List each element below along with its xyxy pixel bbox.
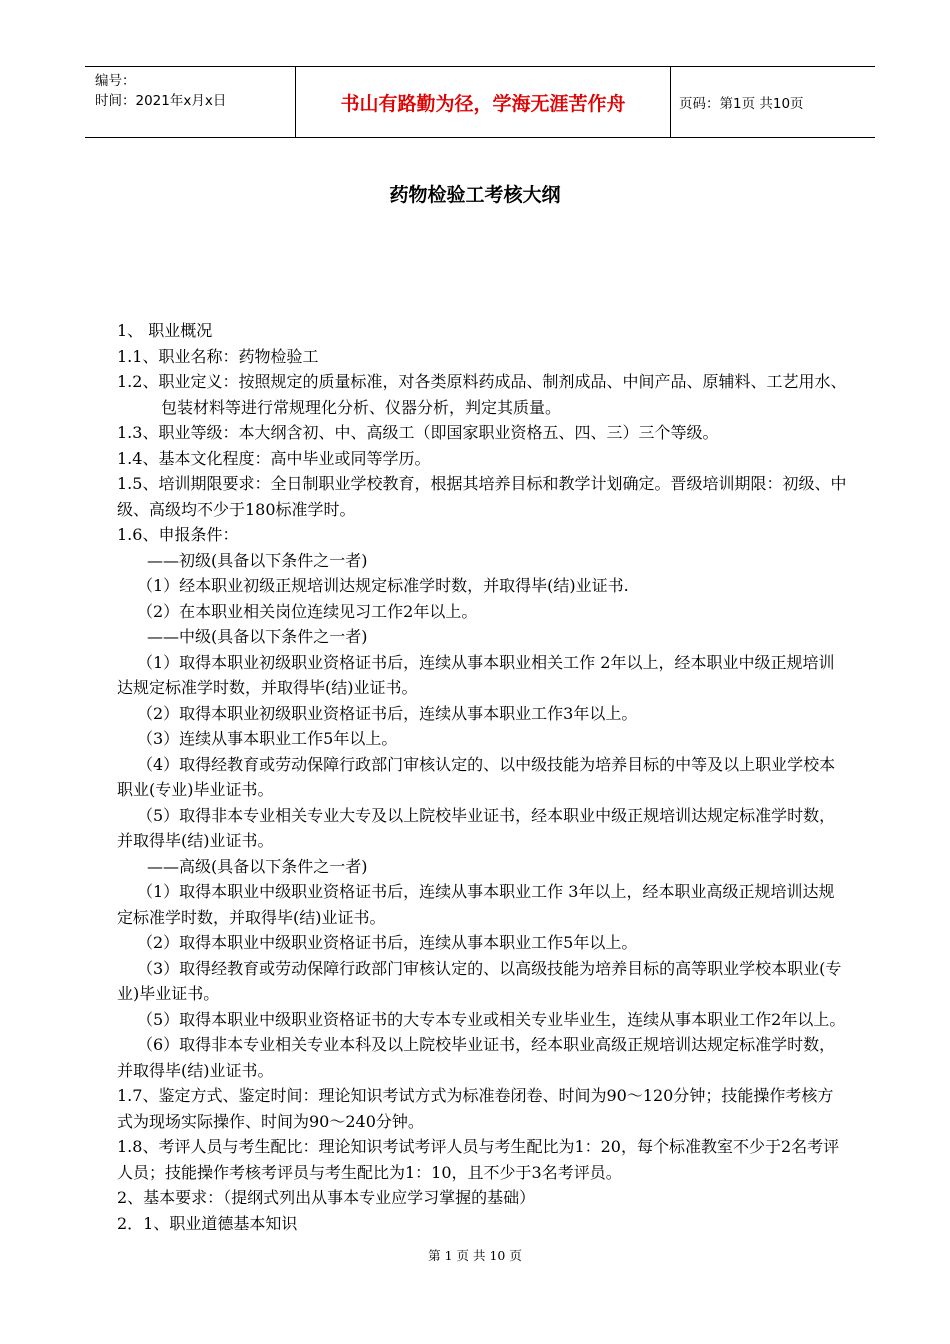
paragraph: 1.8、考评人员与考生配比：理论知识考试考评人员与考生配比为1：20，每个标准教室不少于2名考评人员；技能操作考核考评员与考生配比为1：10，且不少于3名考评员。 [117, 1137, 840, 1182]
section-heading: 1、 职业概况 [117, 321, 213, 340]
paragraph: 1.2、职业定义：按照规定的质量标准，对各类原料药成品、制剂成品、中间产品、原辅料、工艺用水、包装材料等进行常规理化分析、仪器分析，判定其质量。 [117, 372, 847, 417]
header-meta [85, 67, 296, 137]
list-item: （1）经本职业初级正规培训达规定标准学时数，并取得毕(结)业证书. [137, 576, 629, 595]
level-heading: ——中级(具备以下条件之一者) [147, 627, 368, 646]
page-footer: 第 1 页 共 10 页 [428, 1248, 522, 1263]
header-motto: 书山有路勤为径，学海无涯苦作舟 [296, 67, 671, 137]
code-label: 编号： [95, 73, 136, 89]
list-item: （2）取得本职业初级职业资格证书后，连续从事本职业工作3年以上。 [137, 703, 638, 723]
level-heading: ——高级(具备以下条件之一者) [147, 856, 368, 876]
list-item: （4）取得经教育或劳动保障行政部门审核认定的、以中级技能为培养目标的中等及以上职业学校本职业(专业)毕业证书。 [117, 754, 836, 799]
document-title: 药物检验工考核大纲 [389, 184, 561, 206]
list-item: （2）取得本职业中级职业资格证书后，连续从事本职业工作5年以上。 [137, 933, 638, 952]
time-line: 时间：2021年x月x日 [95, 93, 227, 109]
level-heading: ——初级(具备以下条件之一者) [147, 550, 368, 570]
list-item: （2）在本职业相关岗位连续见习工作2年以上。 [137, 601, 478, 621]
section-heading: 2、基本要求：（提纲式列出从事本专业应学习掌握的基础） [117, 1188, 536, 1207]
list-item: （3）取得经教育或劳动保障行政部门审核认定的、以高级技能为培养目标的高等职业学校本职业(专业)毕业证书。 [117, 958, 842, 1003]
paragraph: 1.7、鉴定方式、鉴定时间：理论知识考试方式为标准卷闭卷、时间为90～120分钟；技能操作考核方式为现场实际操作、时间为90～240分钟。 [117, 1086, 834, 1131]
list-item: （1）取得本职业初级职业资格证书后，连续从事本职业相关工作 2年以上，经本职业中级正规培训达规定标准学时数，并取得毕(结)业证书。 [117, 652, 835, 697]
paragraph: 1.6、申报条件： [117, 525, 239, 544]
paragraph: 1.1、职业名称：药物检验工 [117, 346, 319, 366]
list-item: （5）取得本职业中级职业资格证书的大专本专业或相关专业毕业生，连续从事本职业工作2年以上。 [137, 1009, 846, 1029]
paragraph: 1.5、培训期限要求：全日制职业学校教育，根据其培养目标和教学计划确定。晋级培训期限：初级、中级、高级均不少于180标准学时。 [117, 474, 847, 519]
header-page-info: 页码：第1页 共10页 [679, 96, 804, 112]
list-item: （5）取得非本专业相关专业大专及以上院校毕业证书，经本职业中级正规培训达规定标准学时数，并取得毕(结)业证书。 [117, 805, 836, 850]
document-body [117, 318, 847, 1236]
list-item: （3）连续从事本职业工作5年以上。 [137, 729, 398, 748]
list-item: （1）取得本职业中级职业资格证书后，连续从事本职业工作 3年以上，经本职业高级正规培训达规定标准学时数，并取得毕(结)业证书。 [117, 882, 835, 927]
paragraph: 1.3、职业等级：本大纲含初、中、高级工（即国家职业资格五、四、三）三个等级。 [117, 423, 719, 442]
paragraph: 1.4、基本文化程度：高中毕业或同等学历。 [117, 448, 431, 468]
subsection-heading: 2．1、职业道德基本知识 [117, 1213, 298, 1233]
list-item: （6）取得非本专业相关专业本科及以上院校毕业证书，经本职业高级正规培训达规定标准学时数，并取得毕(结)业证书。 [117, 1035, 836, 1080]
page-header [85, 66, 875, 138]
